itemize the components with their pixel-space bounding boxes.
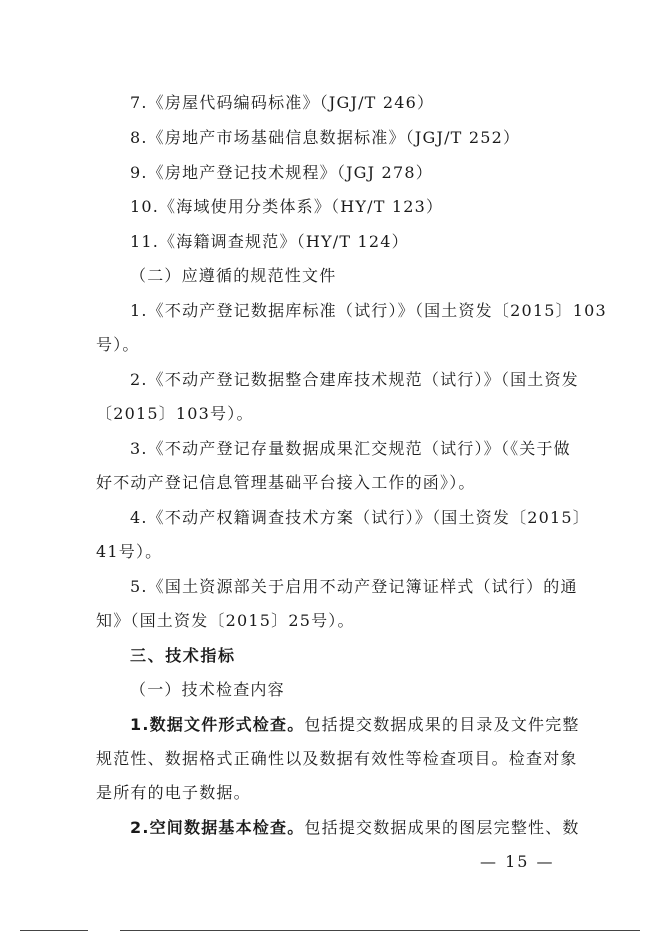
- line-text: 是所有的电子数据。: [96, 783, 251, 802]
- text-line: [96, 610, 355, 632]
- text-line: [96, 472, 476, 494]
- page-number: — 15 —: [480, 852, 555, 871]
- line-text: 〔2015〕103号）。: [96, 404, 254, 423]
- line-text: 号）。: [96, 335, 140, 354]
- line-text: 知》（国土资发〔2015〕25号）。: [96, 611, 355, 630]
- text-line: [130, 265, 336, 287]
- bold-lead-in: 1.数据文件形式检查。: [130, 715, 305, 734]
- text-line: [130, 438, 571, 460]
- line-text: 三、技术指标: [130, 646, 236, 665]
- text-line: [130, 300, 607, 322]
- line-text: 包括提交数据成果的图层完整性、数: [304, 818, 580, 837]
- footer-rule-right: [120, 930, 640, 931]
- line-text: 1.《不动产登记数据库标准（试行）》（国土资发〔2015〕103: [130, 301, 607, 320]
- text-line: [130, 576, 578, 598]
- text-line: [130, 92, 434, 114]
- text-line: [130, 369, 579, 391]
- text-line: [96, 541, 162, 563]
- text-line: [130, 162, 433, 184]
- text-line: [96, 782, 251, 804]
- text-line: [96, 748, 578, 770]
- text-line: [130, 231, 409, 253]
- footer-rule-left: [20, 930, 88, 931]
- text-line: [130, 817, 580, 839]
- line-text: 2.《不动产登记数据整合建库技术规范（试行）》（国土资发: [130, 370, 579, 389]
- bold-lead-in: 2.空间数据基本检查。: [130, 818, 305, 837]
- line-text: 5.《国土资源部关于启用不动产登记簿证样式（试行）的通: [130, 577, 578, 596]
- text-line: [96, 403, 254, 425]
- line-text: 3.《不动产登记存量数据成果汇交规范（试行）》（《关于做: [130, 439, 571, 458]
- line-text: 9.《房地产登记技术规程》（JGJ 278）: [130, 163, 433, 182]
- line-text: 8.《房地产市场基础信息数据标准》（JGJ/T 252）: [130, 128, 521, 147]
- line-text: 规范性、数据格式正确性以及数据有效性等检查项目。检查对象: [96, 749, 578, 768]
- text-line: [130, 679, 285, 701]
- line-text: 10.《海域使用分类体系》（HY/T 123）: [130, 197, 444, 216]
- text-line: [96, 334, 140, 356]
- text-line: [130, 714, 580, 736]
- line-text: 4.《不动产权籍调查技术方案（试行）》（国土资发〔2015〕: [130, 508, 590, 527]
- line-text: （二）应遵循的规范性文件: [130, 266, 337, 285]
- text-line: [130, 127, 520, 149]
- line-text: 11.《海籍调查规范》（HY/T 124）: [130, 232, 409, 251]
- line-text: 好不动产登记信息管理基础平台接入工作的函》）。: [96, 473, 476, 492]
- line-text: （一）技术检查内容: [130, 680, 285, 699]
- section-heading: [130, 645, 236, 667]
- line-text: 包括提交数据成果的目录及文件完整: [304, 715, 580, 734]
- line-text: 41号）。: [96, 542, 163, 561]
- text-line: [130, 196, 443, 218]
- line-text: 7.《房屋代码编码标准》（JGJ/T 246）: [130, 93, 435, 112]
- text-line: [130, 507, 590, 529]
